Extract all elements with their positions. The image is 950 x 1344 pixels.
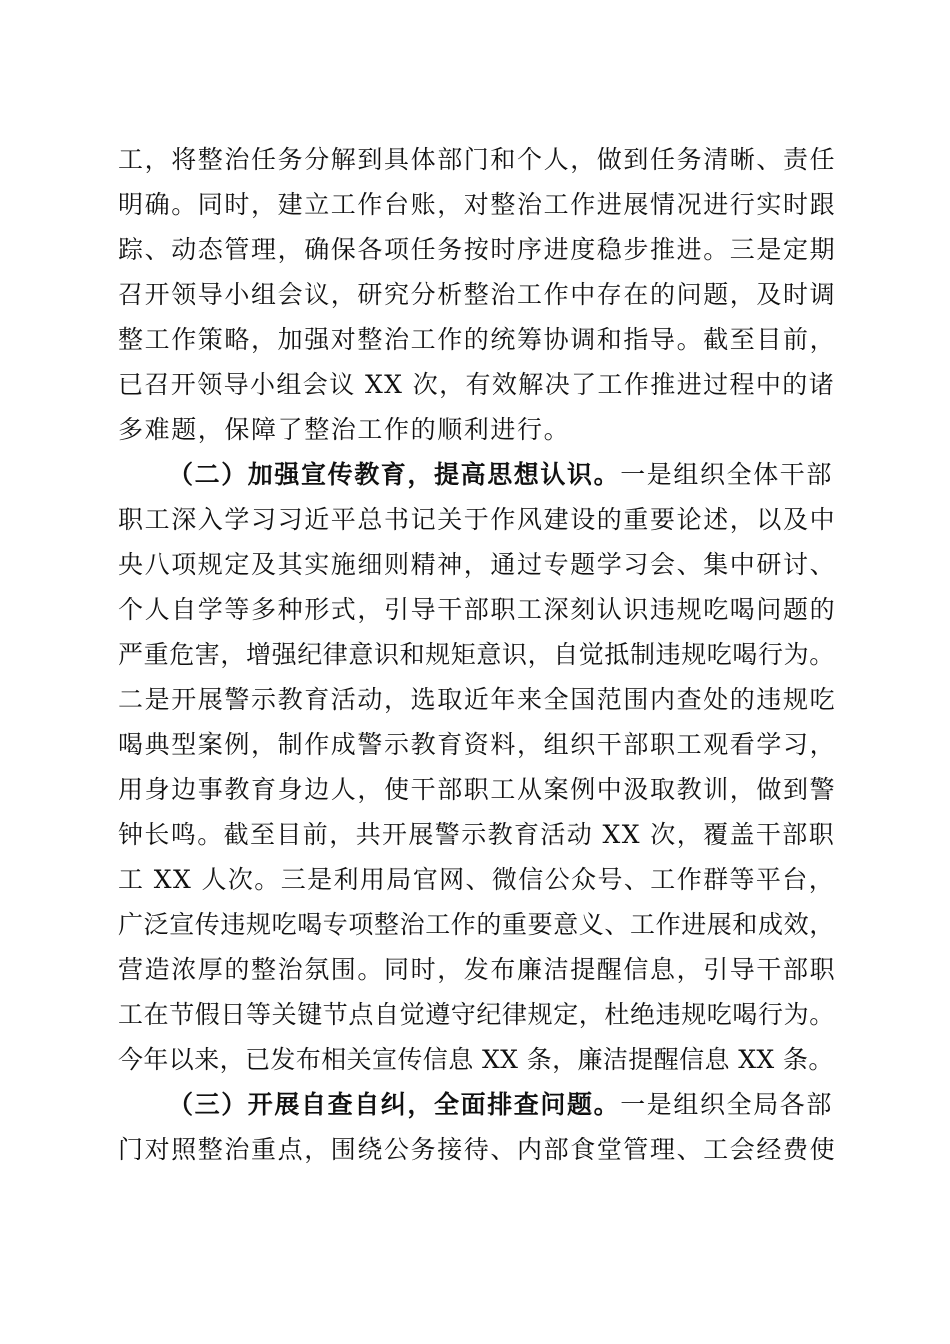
paragraph-2-first-line [168, 458, 838, 492]
paragraph-1-line: 整工作策略，加强对整治工作的统筹协调和指导。截至目前， [118, 325, 837, 354]
paragraph-2-line: 营造浓厚的整治氛围。同时，发布廉洁提醒信息，引导干部职 [118, 955, 837, 984]
section-heading: （二）加强宣传教育，提高思想认识。 [168, 460, 621, 489]
paragraph-1-line: 踪、动态管理，确保各项任务按时序进度稳步推进。三是定期 [118, 235, 837, 264]
paragraph-1-line: 已召开领导小组会议 XX 次，有效解决了工作推进过程中的诸 [118, 370, 836, 399]
paragraph-2-line: 央八项规定及其实施细则精神，通过专题学习会、集中研讨、 [118, 550, 837, 579]
paragraph-1-line: 召开领导小组会议，研究分析整治工作中存在的问题，及时调 [118, 280, 837, 309]
paragraph-2-line: 工在节假日等关键节点自觉遵守纪律规定，杜绝违规吃喝行为。 [118, 1000, 835, 1029]
paragraph-3-first-line-text: 一是组织全局各部 [620, 1090, 834, 1119]
paragraph-2-line: 喝典型案例，制作成警示教育资料，组织干部职工观看学习， [118, 730, 837, 759]
paragraph-2-line: 严重危害，增强纪律意识和规矩意识，自觉抵制违规吃喝行为。 [118, 640, 835, 669]
paragraph-3-first-line [168, 1088, 838, 1122]
section-heading: （三）开展自查自纠，全面排查问题。 [168, 1090, 621, 1119]
paragraph-1-line: 明确。同时，建立工作台账，对整治工作进展情况进行实时跟 [118, 190, 837, 219]
paragraph-2-first-line-text: 一是组织全体干部 [620, 460, 834, 489]
paragraph-1-line: 工，将整治任务分解到具体部门和个人，做到任务清晰、责任 [118, 145, 837, 174]
paragraph-2-line: 职工深入学习习近平总书记关于作风建设的重要论述，以及中 [118, 505, 837, 534]
paragraph-2-line: 广泛宣传违规吃喝专项整治工作的重要意义、工作进展和成效， [118, 910, 835, 939]
paragraph-3-line: 门对照整治重点，围绕公务接待、内部食堂管理、工会经费使 [118, 1135, 837, 1164]
paragraph-2-line: 用身边事教育身边人，使干部职工从案例中汲取教训，做到警 [118, 775, 837, 804]
paragraph-2-line: 工 XX 人次。三是利用局官网、微信公众号、工作群等平台， [118, 865, 836, 894]
paragraph-2-line: 二是开展警示教育活动，选取近年来全国范围内查处的违规吃 [118, 685, 837, 714]
paragraph-1-line: 多难题，保障了整治工作的顺利进行。 [118, 415, 571, 444]
paragraph-2-line: 钟长鸣。截至目前，共开展警示教育活动 XX 次，覆盖干部职 [118, 820, 836, 849]
paragraph-2-line: 个人自学等多种形式，引导干部职工深刻认识违规吃喝问题的 [118, 595, 837, 624]
paragraph-2-line: 今年以来，已发布相关宣传信息 XX 条，廉洁提醒信息 XX 条。 [118, 1045, 834, 1074]
